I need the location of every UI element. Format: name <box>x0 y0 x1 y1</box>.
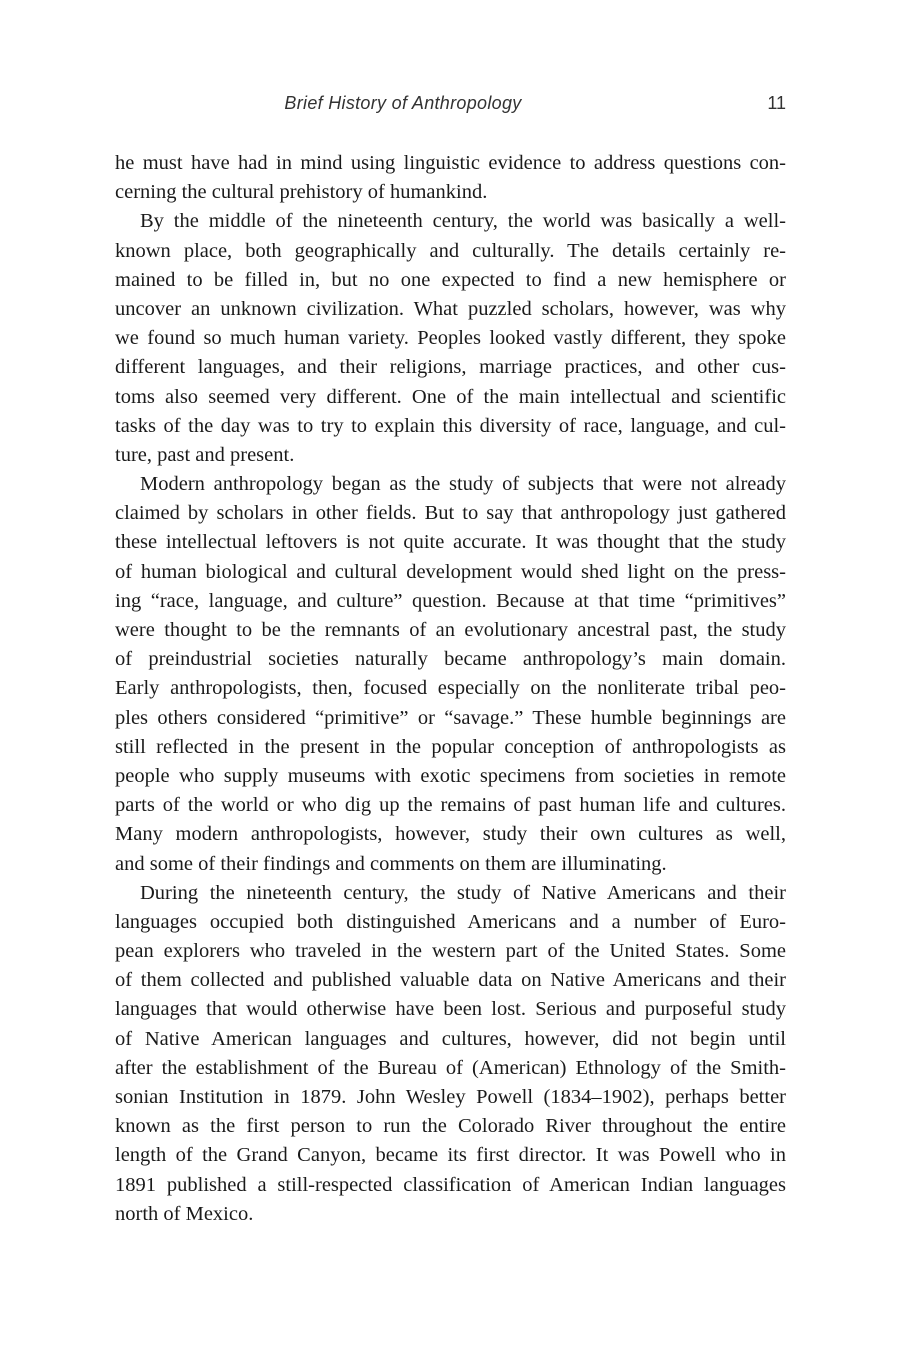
body-text <box>115 149 786 1229</box>
text-line: of preindustrial societies naturally became anthropology’s main domain. <box>115 648 786 671</box>
text-line: known as the first person to run the Colorado River throughout the entire <box>115 1115 786 1138</box>
text-line: after the establishment of the Bureau of (American) Ethnology of the Smith- <box>115 1056 786 1079</box>
text-line: parts of the world or who dig up the remains of past human life and cultures. <box>115 794 786 817</box>
text-line: 1891 published a still-respected classification of American Indian languages <box>115 1173 786 1196</box>
text-line: of human biological and cultural development would shed light on the press- <box>115 560 786 583</box>
text-line: pean explorers who traveled in the western part of the United States. Some <box>115 940 786 963</box>
text-line: he must have had in mind using linguistic evidence to address questions con- <box>115 152 786 174</box>
paragraph <box>115 879 786 1229</box>
text-line: ples others considered “primitive” or “savage.” These humble beginnings are <box>115 706 786 729</box>
paragraph <box>115 207 786 470</box>
text-line: tasks of the day was to try to explain this diversity of race, language, and cul- <box>115 414 786 437</box>
text-line: Many modern anthropologists, however, study their own cultures as well, <box>115 823 786 846</box>
text-line: mained to be filled in, but no one expected to find a new hemisphere or <box>115 268 786 291</box>
paragraph <box>115 470 786 879</box>
text-line: ture, past and present. <box>115 443 295 466</box>
text-line: we found so much human variety. Peoples looked vastly different, they spoke <box>115 327 786 350</box>
text-line: north of Mexico. <box>115 1202 254 1225</box>
text-line: ing “race, language, and culture” question. Because at that time “primitives” <box>115 589 786 612</box>
text-line: of Native American languages and cultures, however, did not begin until <box>115 1027 786 1050</box>
text-line: these intellectual leftovers is not quite accurate. It was thought that the study <box>115 531 786 554</box>
text-line: sonian Institution in 1879. John Wesley Powell (1834–1902), perhaps better <box>115 1086 786 1108</box>
text-line: uncover an unknown civilization. What puzzled scholars, however, was why <box>115 297 786 320</box>
text-line: known place, both geographically and culturally. The details certainly re- <box>115 239 786 262</box>
text-line: different languages, and their religions, marriage practices, and other cus- <box>115 356 786 379</box>
text-line: were thought to be the remnants of an evolutionary ancestral past, the study <box>115 619 786 641</box>
text-line: By the middle of the nineteenth century, the world was basically a well- <box>140 210 786 233</box>
text-line: During the nineteenth century, the study of Native Americans and their <box>140 881 786 904</box>
text-line: Modern anthropology began as the study of subjects that were not already <box>140 473 786 496</box>
text-line: toms also seemed very different. One of the main intellectual and scientific <box>115 385 786 408</box>
text-line: languages occupied both distinguished Americans and a number of Euro- <box>115 910 786 933</box>
text-line: languages that would otherwise have been lost. Serious and purposeful study <box>115 998 786 1021</box>
text-line: still reflected in the present in the popular conception of anthropologists as <box>115 735 786 758</box>
text-line: Early anthropologists, then, focused especially on the nonliterate tribal peo- <box>115 677 786 700</box>
page-number: 11 <box>767 93 786 113</box>
text-line: claimed by scholars in other fields. But to say that anthropology just gathered <box>115 502 786 525</box>
paragraph <box>115 149 786 207</box>
running-head <box>115 92 786 118</box>
text-line: and some of their findings and comments on them are illuminating. <box>115 852 667 875</box>
text-line: length of the Grand Canyon, became its first director. It was Powell who in <box>115 1144 786 1167</box>
text-line: of them collected and published valuable data on Native Americans and their <box>115 969 786 992</box>
text-line: cerning the cultural prehistory of humankind. <box>115 181 488 204</box>
running-head-title: Brief History of Anthropology <box>284 93 522 113</box>
book-page <box>115 0 786 1350</box>
text-line: people who supply museums with exotic specimens from societies in remote <box>115 764 786 787</box>
